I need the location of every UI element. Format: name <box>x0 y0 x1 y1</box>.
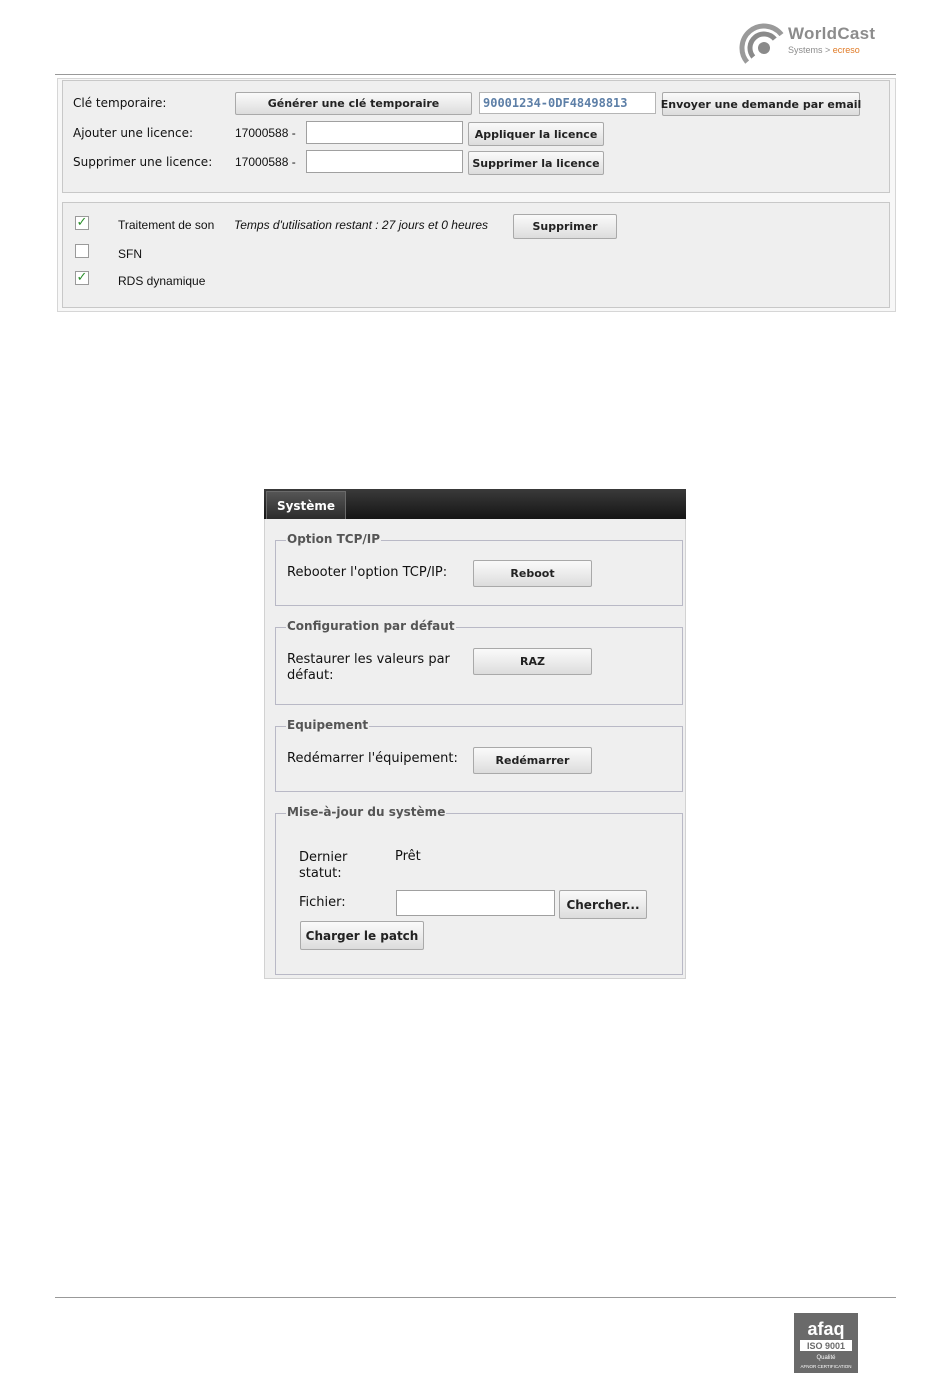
defaults-legend: Configuration par défaut <box>287 619 455 633</box>
svg-text:AFNOR CERTIFICATION: AFNOR CERTIFICATION <box>800 1364 852 1369</box>
remove-license-label: Supprimer une licence: <box>73 155 213 169</box>
afaq-certification-logo <box>794 1313 858 1373</box>
status-label-line1: Dernier <box>299 850 348 865</box>
brand-subtitle <box>788 45 860 55</box>
worldcast-logo <box>736 18 896 72</box>
status-label-line2: statut: <box>299 866 342 881</box>
file-input[interactable] <box>396 890 555 916</box>
remove-license-input[interactable] <box>306 150 463 173</box>
option-checkbox-sfn[interactable] <box>75 244 89 258</box>
add-license-input[interactable] <box>306 121 463 144</box>
option-label-sound: Traitement de son <box>118 218 215 232</box>
raz-button[interactable]: RAZ <box>473 648 592 675</box>
svg-text:afaq: afaq <box>807 1319 845 1339</box>
defaults-label-line1: Restaurer les valeurs par <box>287 652 450 667</box>
send-email-button[interactable]: Envoyer une demande par email <box>662 92 860 116</box>
restart-button[interactable]: Redémarrer <box>473 747 592 774</box>
update-fieldset <box>275 805 683 975</box>
tcp-label: Rebooter l'option TCP/IP: <box>287 565 448 580</box>
remove-license-prefix: 17000588 - <box>235 155 296 169</box>
temp-key-label: Clé temporaire: <box>73 96 167 110</box>
brand-sub-right: ecreso <box>832 45 860 55</box>
defaults-fieldset <box>275 619 683 705</box>
equipment-label: Redémarrer l'équipement: <box>287 751 458 766</box>
status-value: Prêt <box>395 849 421 864</box>
brand-name: WorldCast <box>788 24 876 43</box>
remaining-time-text: Temps d'utilisation restant : 27 jours et 0 heures <box>234 218 488 232</box>
add-license-label: Ajouter une licence: <box>73 126 194 140</box>
tab-system[interactable]: Système <box>266 491 346 519</box>
apply-license-button[interactable]: Appliquer la licence <box>468 122 604 146</box>
logo-waves-icon <box>736 18 786 72</box>
generate-temp-key-button[interactable]: Générer une clé temporaire <box>235 92 472 115</box>
add-license-prefix: 17000588 - <box>235 126 296 140</box>
defaults-label-line2: défaut: <box>287 668 334 683</box>
options-panel <box>62 202 890 308</box>
license-panel <box>62 80 890 193</box>
delete-option-button[interactable]: Supprimer <box>513 214 617 239</box>
upload-patch-button[interactable]: Charger le patch <box>300 921 424 950</box>
temp-key-field[interactable]: 90001234-0DF48498813 <box>479 92 656 114</box>
remove-license-button[interactable]: Supprimer la licence <box>468 151 604 175</box>
tcp-fieldset <box>275 532 683 606</box>
equipment-legend: Equipement <box>287 718 369 732</box>
header-divider <box>55 74 896 75</box>
update-legend: Mise-à-jour du système <box>287 805 446 819</box>
equipment-fieldset <box>275 718 683 792</box>
option-checkbox-sound[interactable]: ✓ <box>76 215 88 230</box>
tcp-legend: Option TCP/IP <box>287 532 381 546</box>
svg-text:Qualité: Qualité <box>816 1355 836 1361</box>
browse-button[interactable]: Chercher... <box>559 890 647 919</box>
afaq-seal-icon <box>794 1313 858 1373</box>
option-checkbox-rds[interactable]: ✓ <box>76 270 88 285</box>
brand-sub-left: Systems > <box>788 45 831 55</box>
option-label-sfn: SFN <box>118 247 142 261</box>
footer-divider <box>55 1297 896 1298</box>
option-label-rds: RDS dynamique <box>118 274 206 288</box>
reboot-button[interactable]: Reboot <box>473 560 592 587</box>
svg-text:ISO 9001: ISO 9001 <box>806 1341 846 1351</box>
file-label: Fichier: <box>299 895 346 910</box>
